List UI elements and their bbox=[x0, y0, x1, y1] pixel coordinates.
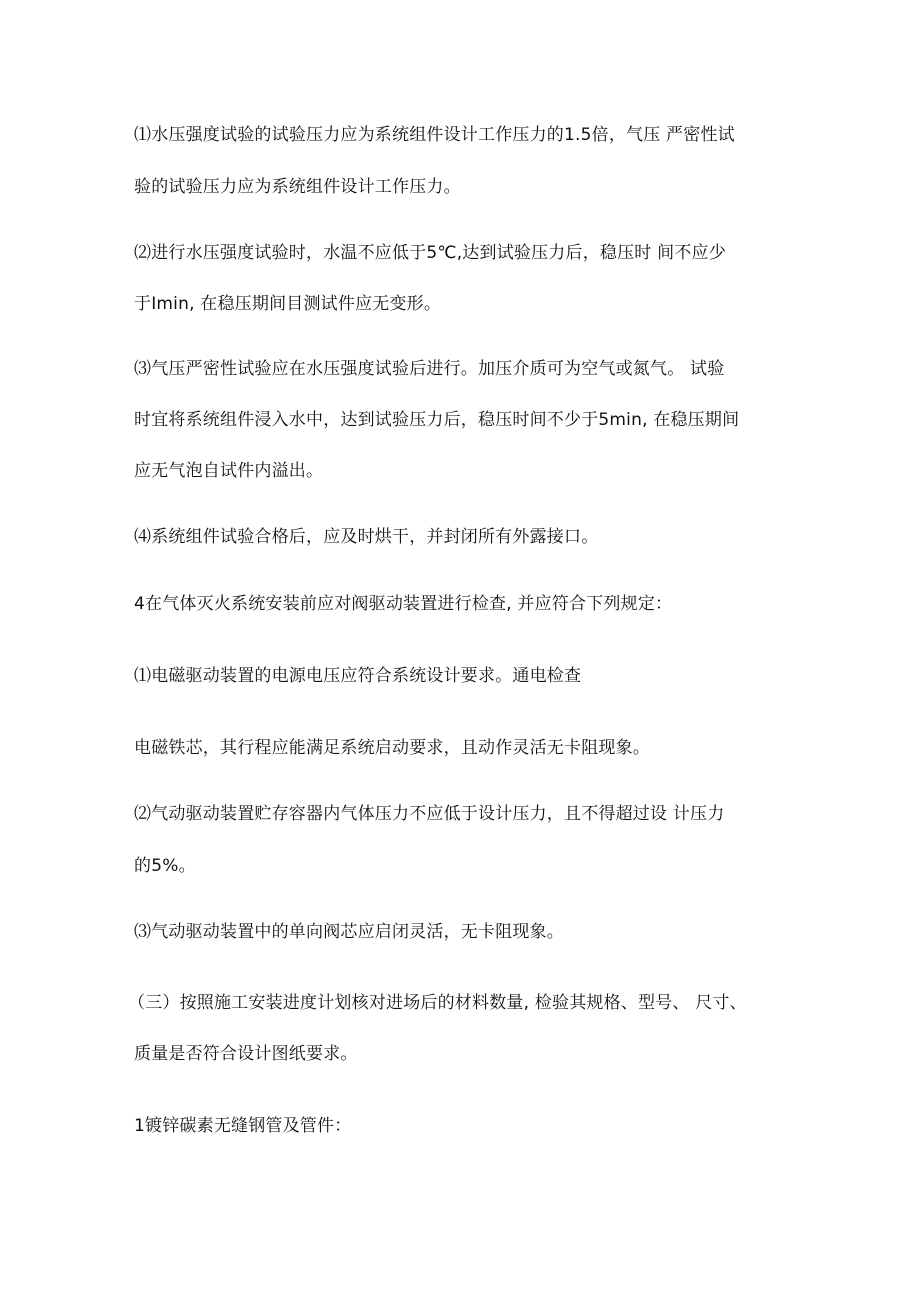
text-line: 应无气泡自试件内溢出。 bbox=[134, 461, 324, 481]
text-line: 于Imin, 在稳压期间目测试件应无变形。 bbox=[134, 294, 442, 314]
text-line: 质量是否符合设计图纸要求。 bbox=[134, 1044, 358, 1064]
text-line: ⑶气压严密性试验应在水压强度试验后进行。加压介质可为空气或氮气。 试验 bbox=[134, 359, 725, 379]
text-line: 1镀锌碳素无缝钢管及管件： bbox=[134, 1116, 352, 1136]
text-line: 4在气体灭火系统安装前应对阀驱动装置进行检查, 并应符合下列规定： bbox=[134, 594, 673, 614]
text-line: ⑵进行水压强度试验时，水温不应低于5℃,达到试验压力后，稳压时 间不应少 bbox=[134, 243, 726, 263]
text-line: ⑴电磁驱动装置的电源电压应符合系统设计要求。通电检查 bbox=[134, 666, 582, 686]
text-line: （三）按照施工安装进度计划核对进场后的材料数量, 检验其规格、型号、 尺寸、 bbox=[128, 993, 747, 1013]
text-line: ⑷系统组件试验合格后，应及时烘干，并封闭所有外露接口。 bbox=[134, 527, 599, 547]
text-line: 电磁铁芯，其行程应能满足系统启动要求，且动作灵活无卡阻现象。 bbox=[134, 738, 650, 758]
text-line: 的5%。 bbox=[134, 856, 196, 876]
text-line: 时宜将系统组件浸入水中，达到试验压力后，稳压时间不少于5min, 在稳压期间 bbox=[134, 410, 740, 430]
text-line: ⑶气动驱动装置中的单向阀芯应启闭灵活，无卡阻现象。 bbox=[134, 922, 564, 942]
text-line: ⑵气动驱动装置贮存容器内气体压力不应低于设计压力，且不得超过设 计压力 bbox=[134, 804, 725, 824]
text-line: 验的试验压力应为系统组件设计工作压力。 bbox=[134, 177, 461, 197]
text-line: ⑴水压强度试验的试验压力应为系统组件设计工作压力的1.5倍，气压 严密性试 bbox=[134, 125, 735, 145]
